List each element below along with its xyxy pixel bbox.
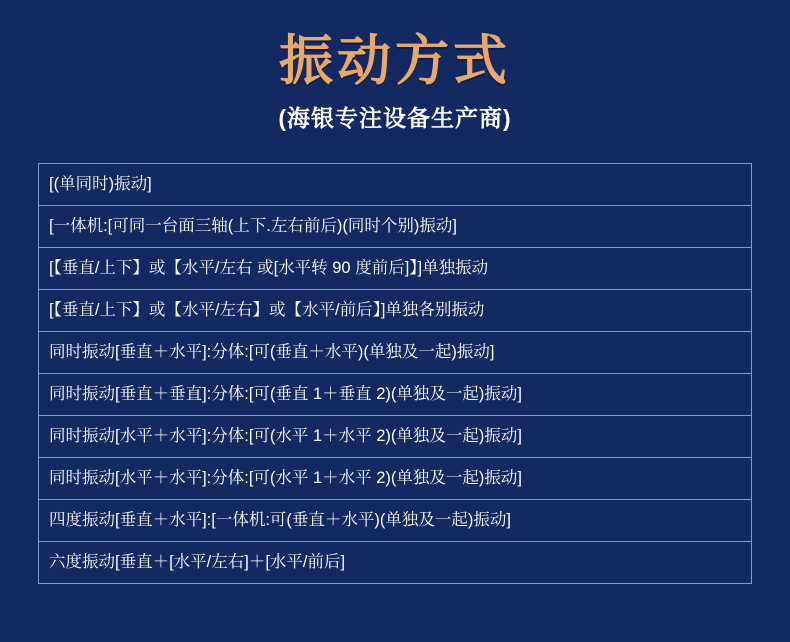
list-item	[39, 542, 751, 584]
list-item-label: 六度振动[垂直＋[水平/左右]＋[水平/前后]	[49, 552, 346, 571]
list-item-label: 同时振动[水平＋水平]:分体:[可(水平 1＋水平 2)(单独及一起)振动]	[49, 468, 523, 487]
list-item-label: [(单同时)振动]	[49, 174, 152, 193]
list-item-label: [【垂直/上下】或【水平/左右 或[水平转 90 度前后]】]单独振动	[49, 258, 489, 277]
list-item-label: 同时振动[水平＋水平]:分体:[可(水平 1＋水平 2)(单独及一起)振动]	[49, 426, 523, 445]
list-item	[39, 206, 751, 248]
list-item	[39, 164, 751, 206]
list-item-label: 同时振动[垂直＋水平]:分体:[可(垂直＋水平)(单独及一起)振动]	[49, 342, 495, 361]
page-title: 振动方式	[279, 31, 511, 91]
list-item	[39, 374, 751, 416]
page-subtitle: (海银专注设备生产商)	[278, 105, 512, 132]
list-item	[39, 332, 751, 374]
vibration-mode-list	[38, 163, 752, 584]
list-item-label: [【垂直/上下】或【水平/左右】或【水平/前后】]单独各别振动	[49, 300, 485, 319]
list-item	[39, 290, 751, 332]
list-item	[39, 500, 751, 542]
list-item	[39, 416, 751, 458]
list-item	[39, 248, 751, 290]
list-item-label: [一体机:[可同一台面三轴(上下.左右前后)(同时个别)振动]	[49, 216, 457, 235]
list-item-label: 四度振动[垂直＋水平]:[一体机:可(垂直＋水平)(单独及一起)振动]	[49, 510, 511, 529]
list-item	[39, 458, 751, 500]
slide-header	[0, 0, 790, 133]
list-item-label: 同时振动[垂直＋垂直]:分体:[可(垂直 1＋垂直 2)(单独及一起)振动]	[49, 384, 523, 403]
